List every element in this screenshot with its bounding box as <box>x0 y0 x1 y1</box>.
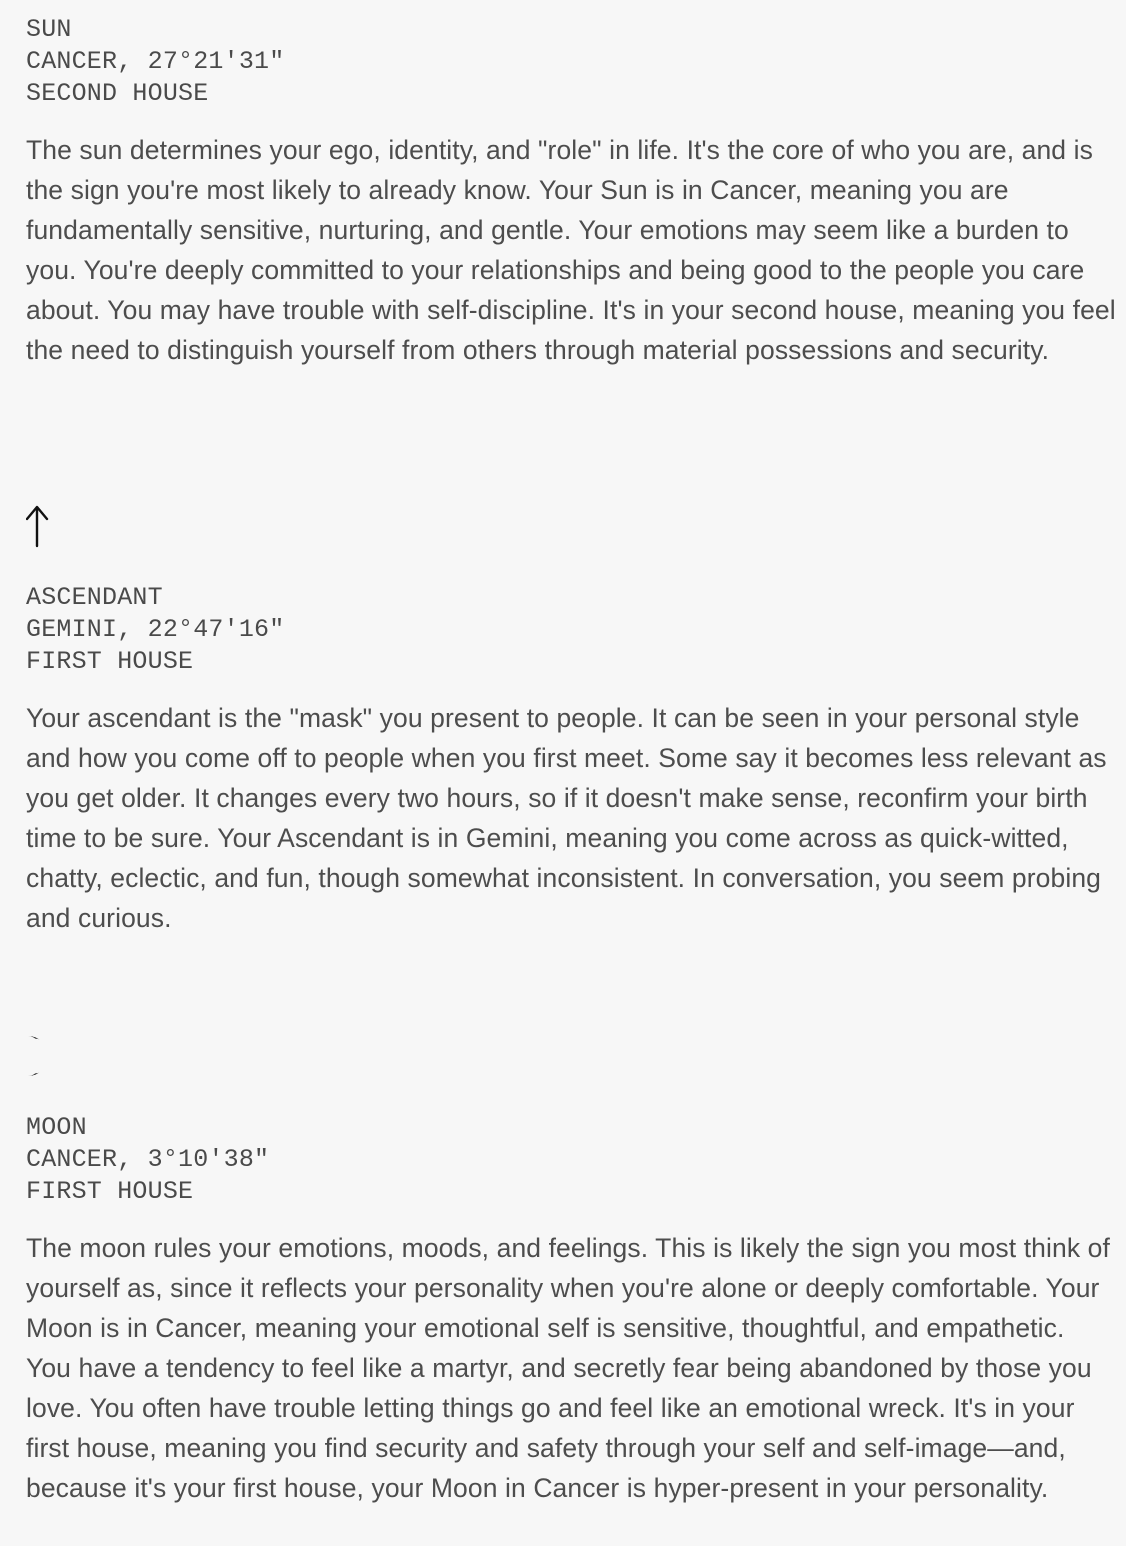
house-label: FIRST HOUSE <box>26 647 194 676</box>
house-label: SECOND HOUSE <box>26 79 209 108</box>
moon-meta <box>26 1112 1116 1208</box>
ascendant-meta <box>26 582 1116 678</box>
sign-position: GEMINI, 22°47'16" <box>26 615 285 644</box>
ascendant-section <box>26 500 1116 938</box>
sign-position: CANCER, 3°10'38" <box>26 1145 270 1174</box>
up-arrow-icon <box>26 500 56 554</box>
planet-name: ASCENDANT <box>26 583 163 612</box>
moon-description: The moon rules your emotions, moods, and feelings. This is likely the sign you most think of yourself as, since it reflects your personality when you're alone or deeply comfortable. Your Moon is in Cancer, meaning your emotional self is sensitive, thoughtful, and empathetic. You have a tendency to feel like a martyr, and secretly fear being abandoned by those you love. You often have trouble letting things go and feel like an emotional wreck. It's in your first house, meaning you find security and safety through your self and self-image—and, because it's your first house, your Moon in Cancer is hyper-present in your personality. <box>26 1233 1110 1503</box>
house-label: FIRST HOUSE <box>26 1177 194 1206</box>
crescent-moon-icon <box>26 1030 66 1084</box>
planet-name: MOON <box>26 1113 87 1142</box>
sun-meta <box>26 14 1116 110</box>
moon-section <box>26 1030 1116 1508</box>
sun-description: The sun determines your ego, identity, and "role" in life. It's the core of who you are, and is the sign you're most likely to already know. Your Sun is in Cancer, meaning you are fundamentally sensitive, nurturing, and gentle. Your emotions may seem like a burden to you. You're deeply committed to your relationships and being good to the people you care about. You may have trouble with self-discipline. It's in your second house, meaning you feel the need to distinguish yourself from others through material possessions and security. <box>26 135 1116 365</box>
planet-name: SUN <box>26 15 72 44</box>
sun-section <box>26 14 1116 370</box>
ascendant-description: Your ascendant is the "mask" you present to people. It can be seen in your personal style and how you come off to people when you first meet. Some say it becomes less relevant as you get older. It changes every two hours, so if it doesn't make sense, reconfirm your birth time to be sure. Your Ascendant is in Gemini, meaning you come across as quick-witted, chatty, eclectic, and fun, though somewhat inconsistent. In conversation, you seem probing and curious. <box>26 703 1107 933</box>
sign-position: CANCER, 27°21'31" <box>26 47 285 76</box>
